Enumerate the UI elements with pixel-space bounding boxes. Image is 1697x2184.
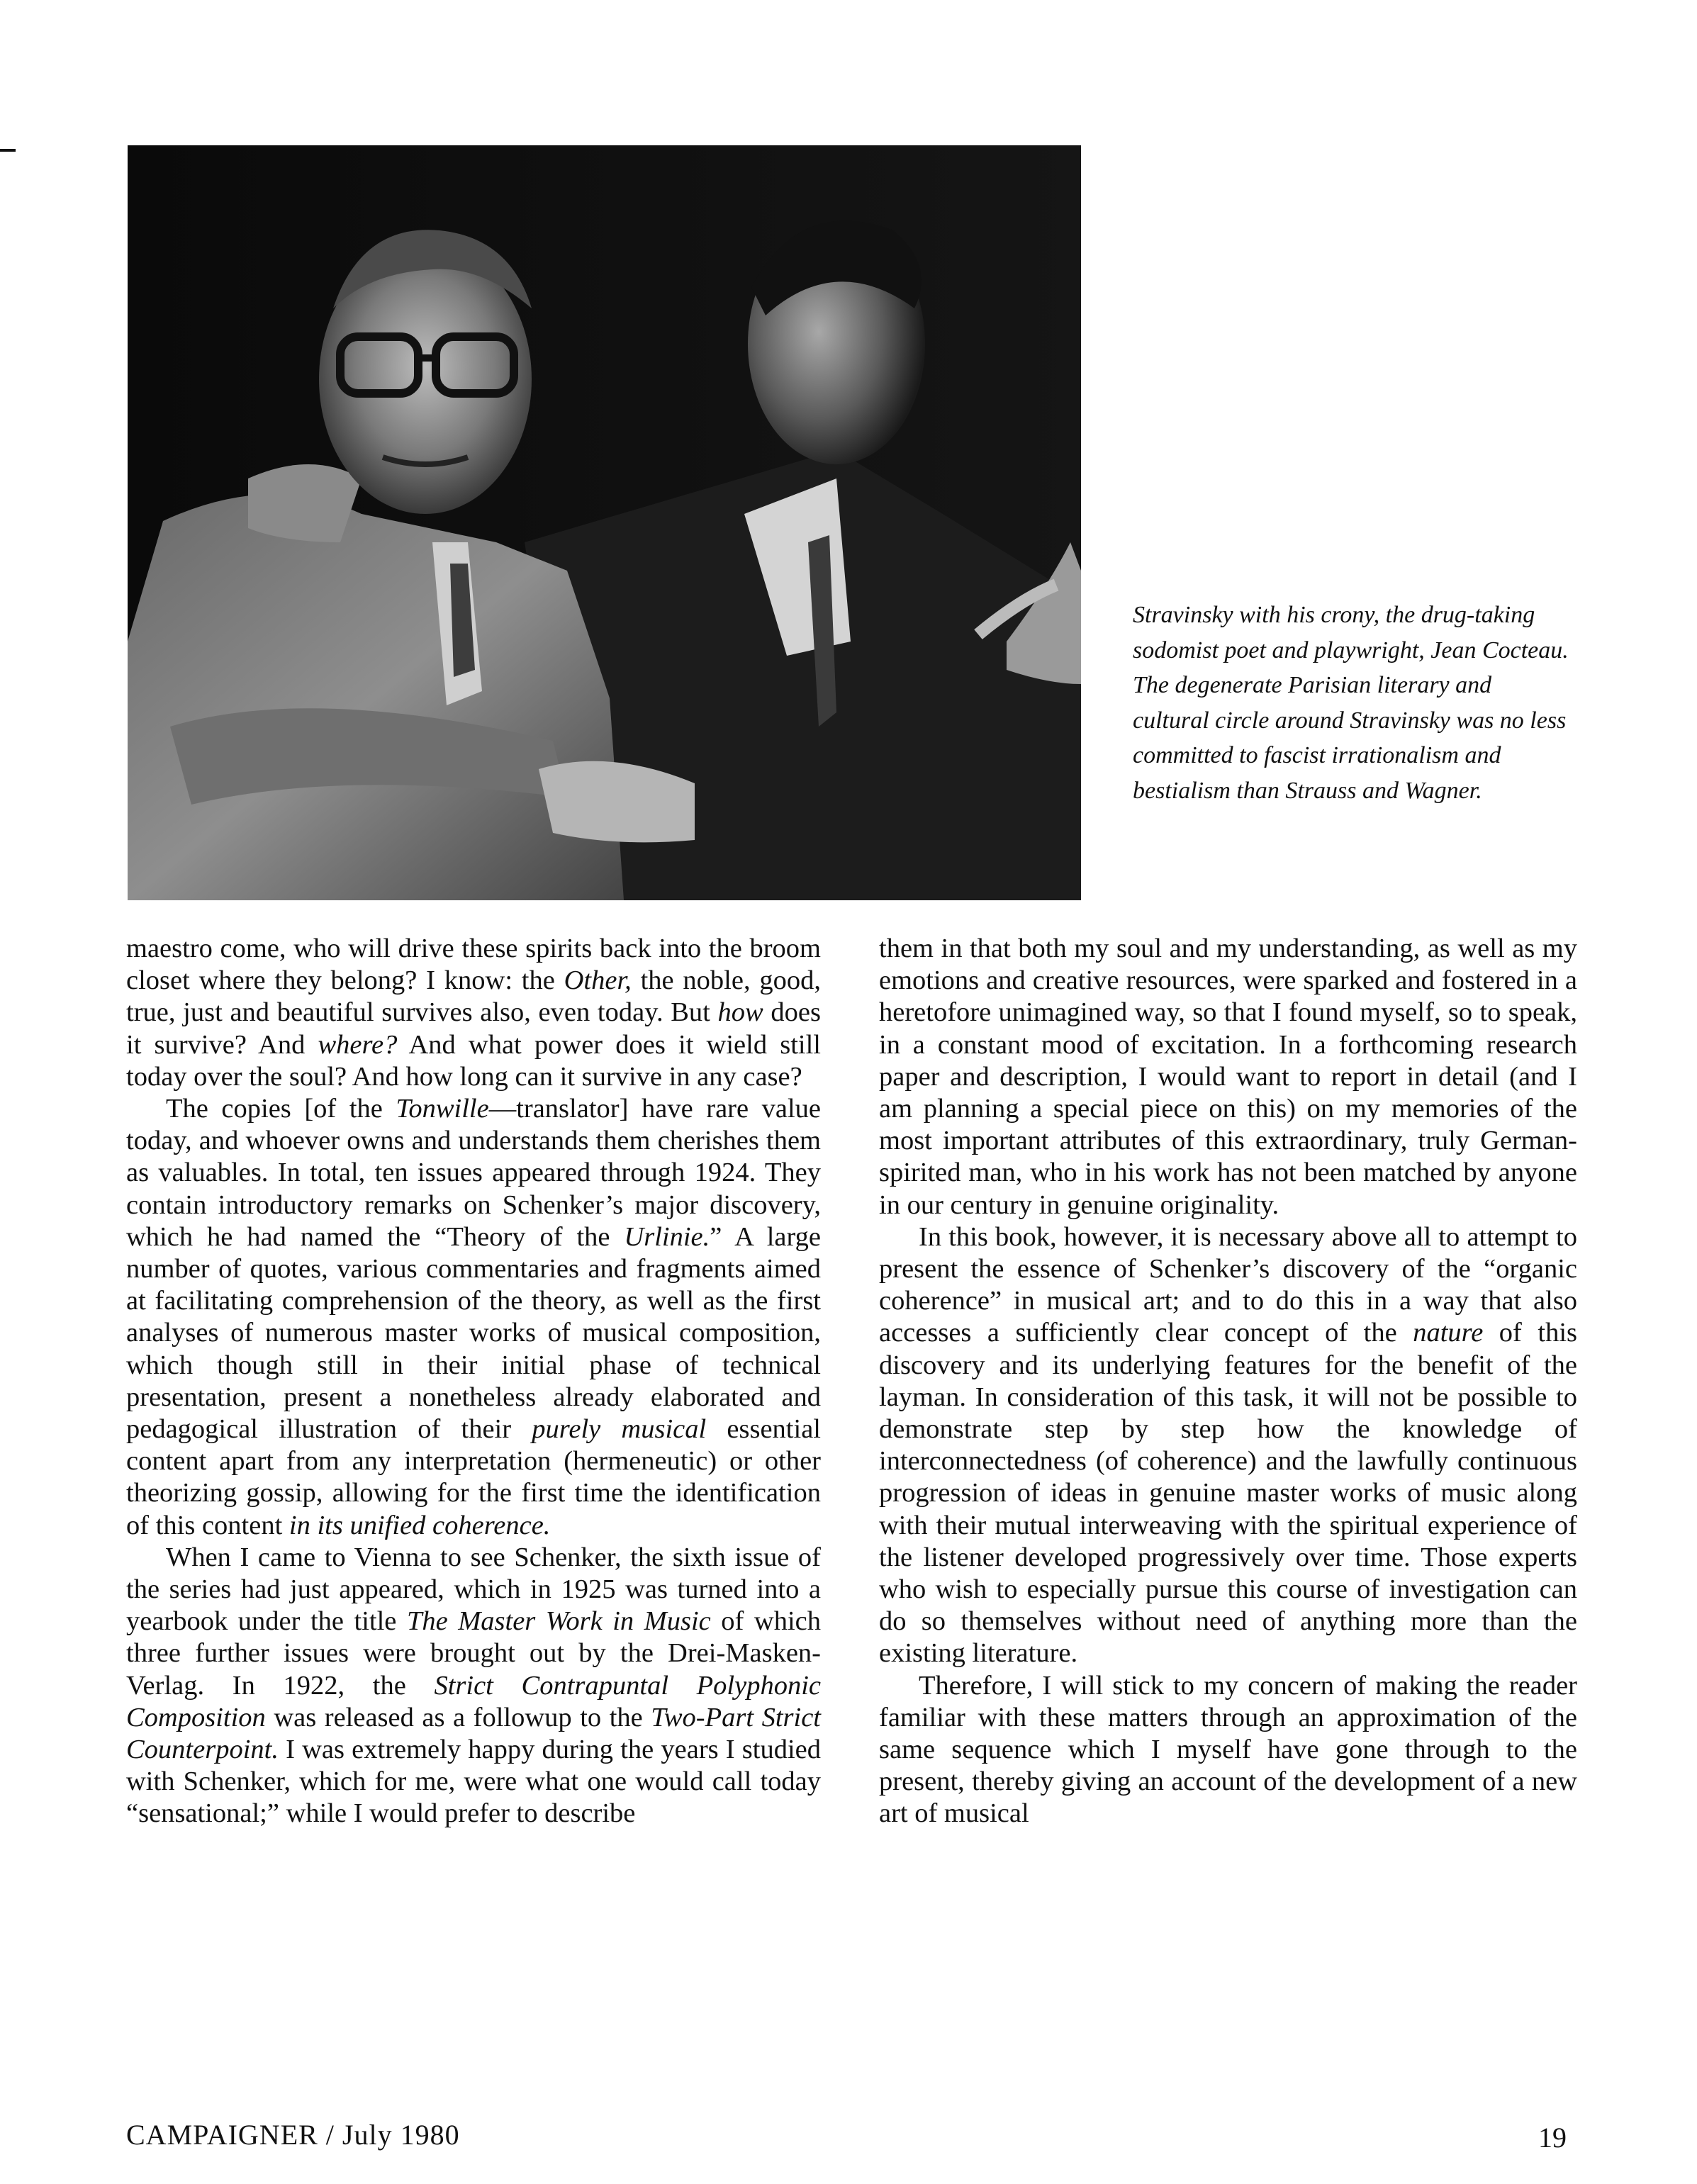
emphasis: Urlinie. — [624, 1221, 710, 1252]
emphasis: nature — [1413, 1318, 1484, 1348]
photo-caption — [1133, 598, 1572, 808]
photograph-stravinsky-cocteau — [128, 145, 1081, 900]
paragraph-2 — [126, 1093, 821, 1542]
text-run: essential content apart from any interpretation (hermeneutic) or other theorizing gossip, allowing for the first time the identification of this content — [126, 1414, 821, 1540]
emphasis: purely musical — [532, 1414, 707, 1445]
emphasis: Tonwille — [396, 1094, 489, 1124]
emphasis: Strict Contrapuntal Polyphonic Composition — [126, 1670, 822, 1732]
paragraph-5 — [879, 1221, 1577, 1670]
paragraph-1 — [126, 933, 821, 1093]
paragraph-3 — [126, 1542, 821, 1830]
page-number: 19 — [1538, 2122, 1567, 2154]
text-run: of which three further issues were brought out by the Drei-Masken-Verlag. In 1922, the — [126, 1606, 821, 1701]
text-run: —translator] have rare value today, and whoever owns and understands them cherishes them as valuables. In total, ten issues appeared through 1924. They contain introductory remarks on Schenker’s major discovery, which he had named the “Theory of the — [126, 1094, 822, 1252]
left-text-column — [126, 933, 821, 1830]
text-run: I was extremely happy during the years I studied with Schenker, which for me, were what one would call today “sensational;” while I would prefer to describe — [126, 1735, 821, 1829]
text-run: ” A large number of quotes, various commentaries and fragments aimed at facilitating comprehension of the theory, as well as the first analyses of numerous master works of musical composition, which though still in their initial phase of technical presentation, present a nonetheless already elaborated and pedagogical illustration of their — [126, 1221, 821, 1445]
emphasis: Two-Part Strict Counterpoint. — [126, 1702, 821, 1765]
paragraph-6: Therefore, I will stick to my concern of making the reader familiar with these matters through an approximation of the same sequence which I myself have gone through to the present, thereby giving an account of the development of a new art of musical — [879, 1670, 1577, 1829]
text-run: And what power does it wield still today over the soul? And how long can it survive in any case? — [126, 1029, 822, 1092]
text-run: In this book, however, it is necessary above all to attempt to present the essence of Schenker’s discovery of the “organic coherence” in musical art; and to do this in a way that also accesses a sufficiently clear concept of the — [879, 1221, 1577, 1348]
text-run: The copies [of the — [166, 1094, 396, 1124]
emphasis: how — [717, 997, 763, 1028]
text-run: was released as a followup to the — [265, 1702, 651, 1732]
emphasis: Other, — [564, 965, 632, 996]
photo-illustration — [128, 145, 1081, 900]
text-run: of this discovery and its underlying features for the benefit of the layman. In consideration of this task, it will not be possible to demonstrate step by step how the knowledge of interconnectedness (of coherence) and the lawfully continuous progression of ideas in genuine master works of music along with their mutual interweaving with the spiritual experience of the listener developed progressively over time. Those experts who wish to especially pursue this course of investigation can do so themselves without need of anything more than the existing literature. — [879, 1318, 1578, 1669]
publication-footer: CAMPAIGNER / July 1980 — [126, 2119, 460, 2151]
emphasis: The Master Work in Music — [406, 1606, 711, 1637]
text-run: When I came to Vienna to see Schenker, the sixth issue of the series had just appeared, which in 1925 was turned into a yearbook under the title — [126, 1542, 821, 1637]
text-run: the noble, good, true, just and beautiful survives also, even today. But — [126, 965, 821, 1028]
emphasis: in its unified coherence. — [289, 1510, 551, 1540]
margin-mark — [0, 149, 16, 152]
paragraph-4: them in that both my soul and my understanding, as well as my emotions and creative resources, were sparked and fostered in a heretofore unimagined way, so that I found myself, so to speak, in a constant mood of excitation. In a forthcoming research paper and description, I would want to report in detail (and I am planning a special piece on this) on my memories of the most important attributes of this extraordinary, truly German-spirited man, who in his work has not been matched by anyone in our century in genuine originality. — [879, 934, 1577, 1220]
right-text-column — [879, 933, 1577, 1830]
caption-text: Stravinsky with his crony, the drug-taking sodomist poet and playwright, Jean Cocteau. The degenerate Parisian literary and cultural circle around Stravinsky was no less committed to fascist irrationalism and bestialism than Strauss and Wagner. — [1133, 602, 1569, 804]
text-run: maestro come, who will drive these spirits back into the broom closet where they belong? I know: the — [126, 934, 821, 996]
emphasis: where? — [318, 1029, 398, 1060]
text-run: does it survive? And — [126, 997, 821, 1060]
